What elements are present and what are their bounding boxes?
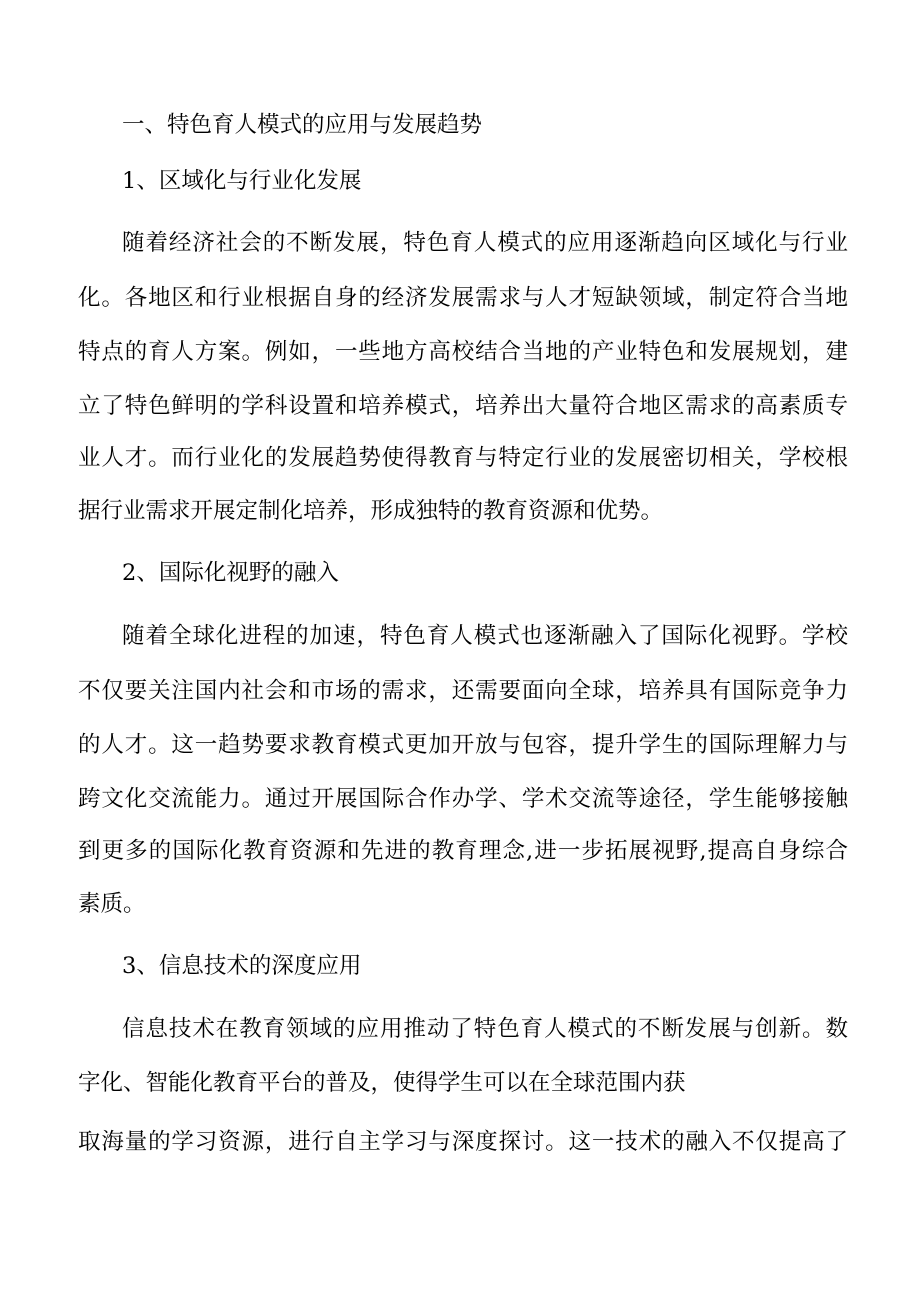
paragraph-2-line-2: 不仅要关注国内社会和市场的需求，还需要面向全球，培养具有国际竞争力 xyxy=(78,678,848,704)
section-heading: 一、特色育人模式的应用与发展趋势 xyxy=(122,112,483,138)
paragraph-2-line-1: 随着全球化进程的加速，特色育人模式也逐渐融入了国际化视野。学校 xyxy=(122,623,848,649)
subsection-heading-2: 2、国际化视野的融入 xyxy=(122,560,339,586)
paragraph-1-line-2: 化。各地区和行业根据自身的经济发展需求与人才短缺领域，制定符合当地 xyxy=(78,285,848,311)
paragraph-2-line-3: 的人才。这一趋势要求教育模式更加开放与包容，提升学生的国际理解力与 xyxy=(78,732,848,758)
paragraph-3-line-3: 取海量的学习资源，进行自主学习与深度探讨。这一技术的融入不仅提高了 xyxy=(78,1129,848,1155)
paragraph-2-line-4: 跨文化交流能力。通过开展国际合作办学、学术交流等途径，学生能够接触 xyxy=(78,786,848,812)
paragraph-1-line-6: 据行业需求开展定制化培养，形成独特的教育资源和优势。 xyxy=(78,498,664,524)
paragraph-1-line-1: 随着经济社会的不断发展，特色育人模式的应用逐渐趋向区域化与行业 xyxy=(122,230,848,256)
subsection-heading-3: 3、信息技术的深度应用 xyxy=(122,953,362,979)
paragraph-1-line-5: 业人才。而行业化的发展趋势使得教育与特定行业的发展密切相关，学校根 xyxy=(78,445,848,471)
paragraph-1-line-4: 立了特色鲜明的学科设置和培养模式，培养出大量符合地区需求的高素质专 xyxy=(78,393,848,419)
paragraph-2-line-5: 到更多的国际化教育资源和先进的教育理念,进一步拓展视野,提高自身综合 xyxy=(78,838,848,864)
paragraph-1-line-3: 特点的育人方案。例如，一些地方高校结合当地的产业特色和发展规划，建 xyxy=(78,339,848,365)
paragraph-3-line-2: 字化、智能化教育平台的普及，使得学生可以在全球范围内获 xyxy=(78,1070,686,1096)
subsection-heading-1: 1、区域化与行业化发展 xyxy=(122,168,362,194)
paragraph-3-line-1: 信息技术在教育领域的应用推动了特色育人模式的不断发展与创新。数 xyxy=(122,1016,848,1042)
paragraph-2-line-6: 素质。 xyxy=(78,891,146,917)
